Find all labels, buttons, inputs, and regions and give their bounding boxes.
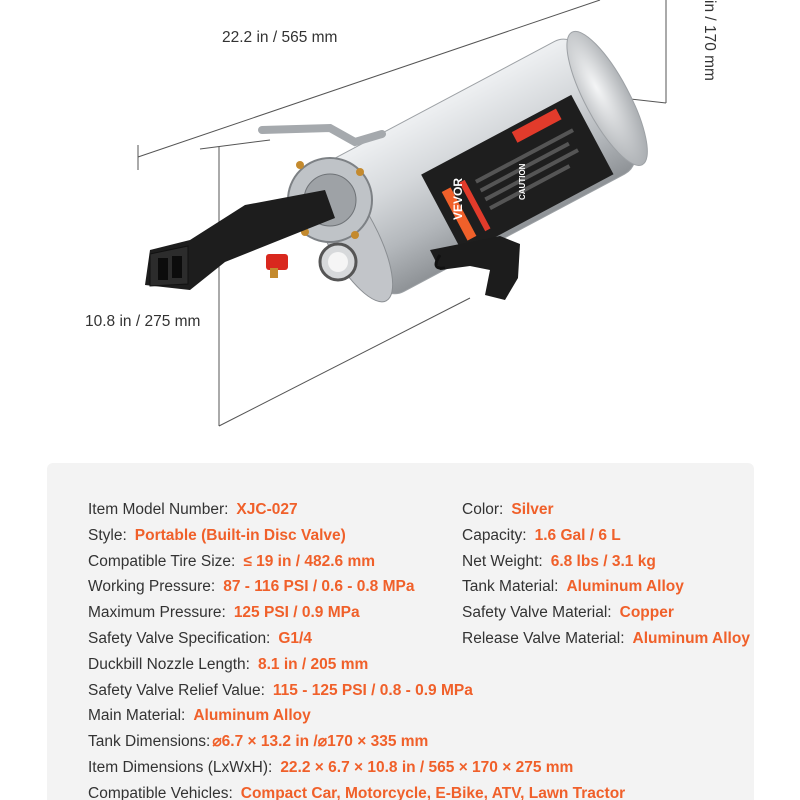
caution-label: CAUTION: [518, 163, 527, 200]
spec-row: [88, 527, 346, 545]
spec-value: 22.2 × 6.7 × 10.8 in / 565 × 170 × 275 mm: [280, 759, 574, 776]
spec-label: Release Valve Material:: [462, 630, 625, 647]
spec-label: Style:: [88, 526, 127, 544]
spec-value: 8.1 in / 205 mm: [257, 655, 369, 673]
spec-row: [88, 630, 312, 648]
spec-value: 115 - 125 PSI / 0.8 - 0.9 MPa: [272, 681, 473, 699]
spec-value: Silver: [511, 501, 554, 518]
spec-row: [462, 527, 621, 545]
spec-row: [88, 501, 298, 519]
spec-row: [88, 682, 473, 700]
spec-label: Capacity:: [462, 526, 527, 544]
spec-row: [88, 553, 375, 571]
spec-value: Compact Car, Motorcycle, E-Bike, ATV, Lawn Tractor: [240, 784, 626, 800]
brand-logo: VEVOR: [451, 177, 465, 220]
spec-row: [88, 578, 414, 596]
height-dimension-label: 10.8 in / 275 mm: [85, 313, 201, 330]
spec-value: ≤ 19 in / 482.6 mm: [243, 552, 376, 570]
spec-row: [88, 785, 625, 800]
spec-value: Aluminum Alloy: [566, 578, 684, 596]
spec-label: Safety Valve Relief Value:: [88, 681, 265, 699]
spec-value: Aluminum Alloy: [193, 707, 311, 725]
spec-row: [88, 604, 360, 622]
spec-value: 125 PSI / 0.9 MPa: [233, 604, 360, 622]
spec-label: Compatible Vehicles:: [88, 784, 233, 800]
width-dimension-label: in / 170 mm: [701, 0, 718, 81]
spec-value: 6.8 lbs / 3.1 kg: [550, 552, 656, 570]
spec-row: [462, 578, 684, 596]
spec-label: Maximum Pressure:: [88, 604, 226, 622]
spec-label: Color:: [462, 501, 504, 518]
spec-label: Tank Dimensions:: [88, 733, 211, 751]
safety-valve: [266, 254, 288, 270]
spec-row: [462, 501, 554, 519]
spec-row: [88, 656, 368, 674]
spec-label: Duckbill Nozzle Length:: [88, 655, 250, 673]
spec-label: Working Pressure:: [88, 578, 216, 596]
spec-value: ⌀6.7 × 13.2 in /⌀170 × 335 mm: [212, 733, 429, 751]
spec-row: [88, 759, 573, 777]
spec-label: Tank Material:: [462, 578, 559, 596]
length-dimension-label: 22.2 in / 565 mm: [222, 29, 338, 46]
spec-value: 1.6 Gal / 6 L: [534, 526, 621, 544]
spec-value: Aluminum Alloy: [632, 630, 750, 647]
spec-label: Item Dimensions (LxWxH):: [88, 759, 273, 776]
spec-value: G1/4: [278, 630, 312, 647]
spec-label: Net Weight:: [462, 552, 543, 570]
spec-value: Portable (Built-in Disc Valve): [134, 526, 346, 544]
spec-row: [88, 707, 311, 725]
spec-value: Copper: [619, 604, 674, 622]
spec-row: [462, 553, 656, 571]
spec-label: Main Material:: [88, 707, 186, 725]
spec-value: 87 - 116 PSI / 0.6 - 0.8 MPa: [223, 578, 415, 596]
spec-row: [462, 604, 674, 622]
carry-handle: [262, 128, 382, 142]
spec-row: [462, 630, 750, 648]
spec-label: Safety Valve Specification:: [88, 630, 271, 647]
spec-label: Item Model Number:: [88, 501, 229, 518]
spec-label: Compatible Tire Size:: [88, 552, 236, 570]
spec-value: XJC-027: [236, 501, 298, 518]
spec-row: [88, 733, 428, 751]
spec-label: Safety Valve Material:: [462, 604, 612, 622]
